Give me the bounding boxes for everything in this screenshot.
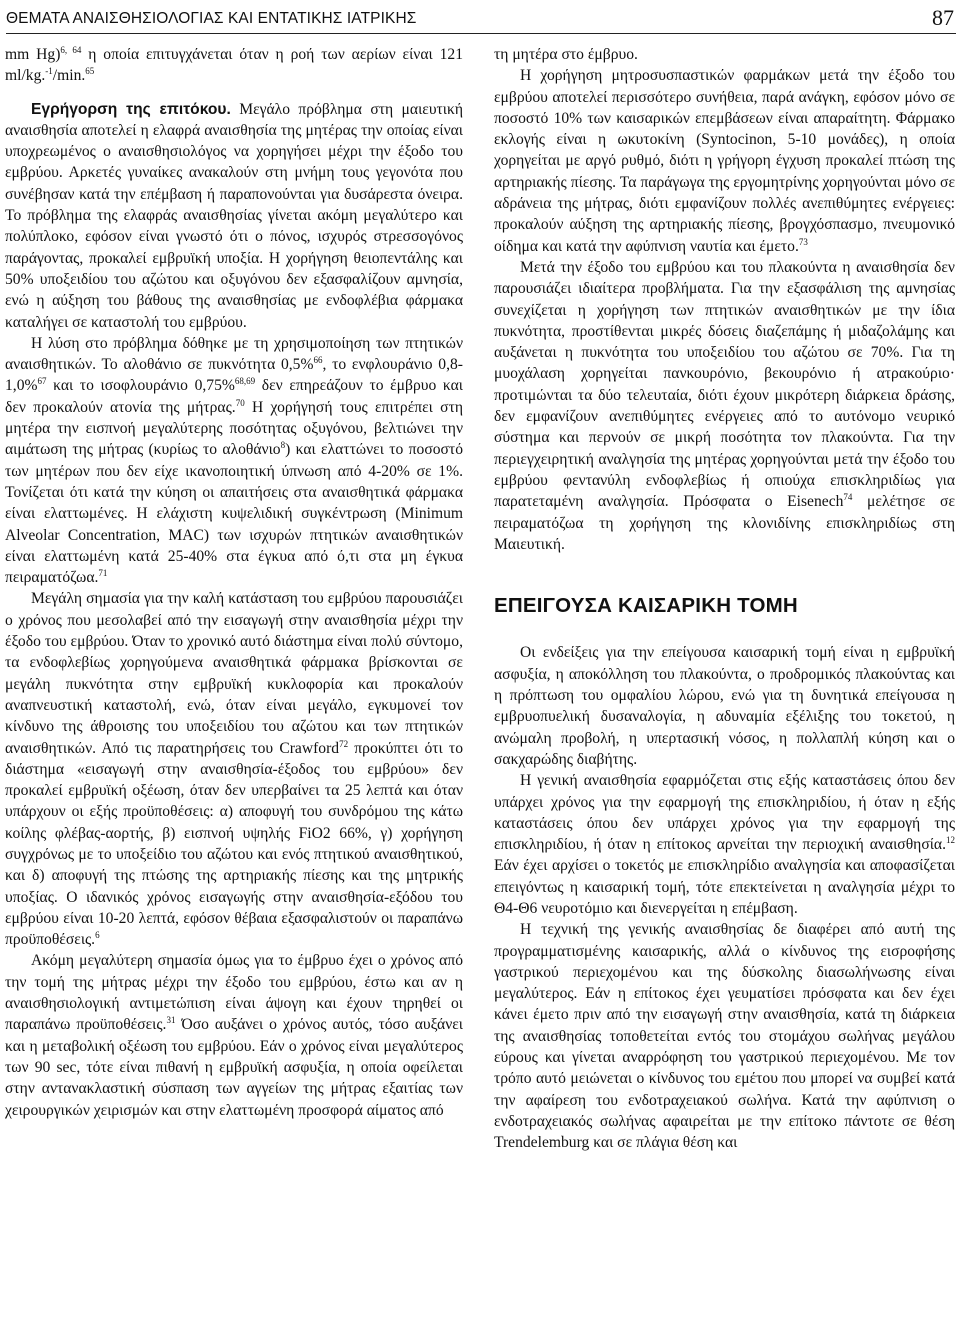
right-column — [494, 44, 955, 1154]
subheading-awareness: Εγρήγορση της επιτόκου. — [31, 100, 231, 118]
paragraph-uterotonics: Η χορήγηση μητροσυσπαστικών φαρμάκων μετά την έξοδο του εμβρύου αποτελεί περισσότερο συνήθεια, παρά ανάγκη, εφόσον μόνο σε ποσοστό 10% των καισαρικών επεμβάσεων είναι απαραίτητη. Φάρμακο εκλογής είναι η ωκυτοκίνη (Syntocinon, 5-10 μονάδες), η οποία χορηγείται με αργό ρυθμό, διότι η γρήγορη έγχυση προκαλεί πτώση της αρτηριακής πίεσης. Τα παράγωγα της εργομητρίνης χορηγούνται μόνο σε αδράνεια της μήτρας, διότι εμφανίζουν πολλές ανεπιθύμητες ενέργειες: προκαλούν αύξηση της αρτηριακής πίεσης, βρογχόσπασμο, πνευμονικό οίδημα και κατά την αφύπνιση ναυτία και έμετο.$^{73}$ — [494, 67, 955, 255]
paragraph-general-anesthesia: Η γενική αναισθησία εφαρμόζεται στις εξής καταστάσεις όπου δεν υπάρχει χρόνος για την εφαρμογή της επισκληριδίου, ή όταν η εξής καταστάσεις όπου δεν υπάρχει χρόνος για την εφαρμογή της επισκληριδίου, ή όταν η επίτοκος αρνείται την περιοχική αναισθησία.$^{12}$ Εάν έχει αρχίσει ο τοκετός με επισκληρίδιο αναλγησία και αποφασίζεται επειγόντως η καισαρική τομή, τότε επεκτείνεται η αναλγησία μέχρι το Θ4-Θ6 νευροτόμιο και διενεργείται η επέμβαση. — [494, 772, 955, 917]
page-header — [6, 6, 956, 36]
paragraph-maternal-awareness: Εγρήγορση της επιτόκου. Μεγάλο πρόβλημα στη μαιευτική αναισθησία αποτελεί η ελαφρά αναισθησία της μητέρας την οποίας είναι υποχρεωμένος ο αναισθησιολόγος να χορηγήσει μέχρι την έξοδο του εμβρύου. Αρκετές γυναίκες ανακαλούν στη μνήμη τους γεγονότα που συνέβησαν κατά την επέμβαση ή παραπονούνται για δυσάρεστα όνειρα. Το πρόβλημα της ελαφράς αναισθησίας γίνεται ακόμη μεγαλύτερο και πολύπλοκο, εφόσον είναι γνωστό ότι ο πόνος, ισχυρός στρεσσογόνος παράγοντας, προκαλεί εμβρυϊκή υποξία. Η χορήγηση θειοπεντάλης και 50% υποξειδίου του αζώτου και οξυγόνου δεν εξασφαλίζουν αμνησία, ενώ η αύξηση του βάθους της αναισθησίας με ενδοφλέβια φάρμακα καταλήγει σε καταστολή του εμβρύου. — [5, 100, 464, 331]
paragraph-technique: Η τεχνική της γενικής αναισθησίας δε διαφέρει από αυτή της προγραμματισμένης καισαρικής, αλλά ο κίνδυνος της εισροφήσης γαστρικού περιεχομένου και της δύσκολης διασωλήνωσης είναι μεγαλύτερος. Εάν η επίτοκος έχει γευματίσει πρόσφατα και δεν έχει κάνει έμετο πριν από την εισαγωγή στην αναισθησία, κατά τη διάρκεια της αναισθησίας τοποθετείται εντός του στομάχου σωλήνας μεγάλου εύρους και γίνεται αναρρόφηση του γαστρικού περιεχομένου. Με τον τρόπο αυτό μειώνεται ο κίνδυνος του εμέτου που μπορεί να συμβεί κατά την αφαίρεση του ενδοτραχειακού σωλήνα. Κατά την αφύπνιση ο ενδοτραχειακός σωλήνας αφαιρείται με την επίτοκο πάντοτε σε θέση Trendelemburg και σε πλάγια θέση και — [494, 921, 955, 1152]
paragraph-indications: Οι ενδείξεις για την επείγουσα καισαρική τομή είναι η εμβρυϊκή ασφυξία, η αποκόλληση του πλακούντα, ο προδρομικός πλακούντας και η πρόπτωση του ομφαλίου λώρου, ενώ για τη δυνητικά επείγουσα η εμβρυοπυελική δυσαναλογία, η αδυναμία εξέλιξης του τοκετού, η ανώμαλη προβολή, η υπερτασική νόσος, η πολλαπλή κύηση και ο σακχαρώδης διαβήτης. — [494, 644, 955, 768]
paragraph-continuation: mm Hg)$^{6, 64}$ η οποία επιτυγχάνεται όταν η ροή των αερίων είναι 121 ml/kg.$^{-1}$/min.$^{65}$ — [5, 44, 463, 85]
paragraph-post-delivery: Μετά την έξοδο του εμβρύου και του πλακούντα η αναισθησία δεν παρουσιάζει ιδιαίτερα προβλήματα. Για την εξασφάλιση της αμνησίας συνεχίζεται η χορήγηση των πτητικών αναισθητικών με την ίδια πυκνότητα, προστίθενται μικρές δόσεις διαζεπάμης ή μιδαζολάμης και αυξάνεται η πυκνότητα του υποξειδίου του αζώτου σε 70%. Για τη μυοχάλαση χορηγείται πανκουρόνιο, βεκουρόνιο ή ατρακούριο· προτιμώνται τα δύο τελευταία, διότι έχουν μικρότερη διάρκεια δράσης, δεν εμφανίζουν ανεπιθύμητες ενέργειες από το αυτόνομο νευρικό σύστημα και περνούν σε μικρή ποσότητα τον πλακούντα. Για την περιεγχειρητική αναλγησία της μητέρας χορηγούνται μετά την έξοδο του εμβρύου φεντανύλη ενδοφλεβίως ή οπιούχα επισκληριδίως για παρατεταμένη αναλγησία. Πρόσφατα ο Eisenech$^{74}$ μελέτησε σε πειραματόζωα τη χορήγηση της κλονιδίνης επισκληριδίως στη Μαιευτική. — [494, 258, 955, 553]
section-title: ΕΠΕΙΓΟΥΣΑ ΚΑΙΣΑΡΙΚΗ ΤΟΜΗ — [494, 594, 798, 618]
left-column — [5, 44, 463, 1121]
paragraph-induction-time: Μεγάλη σημασία για την καλή κατάσταση του εμβρύου παρουσιάζει ο χρόνος που μεσολαβεί από την εισαγωγή στην αναισθησία μέχρι την έξοδο του εμβρύου. Όταν το χρονικό αυτό διάστημα είναι πολύ σύντομο, τα ενδοφλεβίως χορηγούμενα αναισθητικά φάρμακα βρίσκονται σε μεγάλη πυκνότητα στην εμβρυϊκή κυκλοφορία και προκαλούν αναπνευστική καταστολή, ενώ, όταν είναι μεγάλο, εγκυμονεί τον κίνδυνο της άθροισης του υποξειδίου του αζώτου και των πτητικών αναισθητικών. Από τις παρατηρήσεις του Crawford$^{72}$ προκύπτει ότι το διάστημα «εισαγωγή στην αναισθησία-έξοδος του εμβρύου» δεν προκαλεί εμβρυϊκή οξέωση, όταν δεν υπερβαίνει τα 25 λεπτά και όταν υπάρχουν οι εξής προϋποθέσεις: α) αποφυγή του συνδρόμου της κάτω κοίλης φλέβας-αορτής, β) εισπνοή υψηλής FiO2 66%, γ) χορήγηση συγχρόνως με το υποξείδιο του αζώτου και ενός πτητικού αναισθητικού, και δ) αποφυγή της πτώσης της αρτηριακής πίεσης και της μητρικής υποξίας. Ο ιδανικός χρόνος εισαγωγής στην αναισθησία-εξόδου του εμβρύου είναι 10-20 λεπτά, εφόσον θέβαια εξασφαλιστούν οι παραπάνω προϋποθέσεις.$^6$ — [5, 590, 463, 949]
journal-title: ΘΕΜΑΤΑ ΑΝΑΙΣΘΗΣΙΟΛΟΓΙΑΣ ΚΑΙ ΕΝΤΑΤΙΚΗΣ ΙΑΤΡΙΚΗΣ — [6, 10, 417, 27]
paragraph-volatile-agents: Η λύση στο πρόβλημα δόθηκε με τη χρησιμοποίηση των πτητικών αναισθητικών. Το αλοθάνιο σε πυκνότητα 0,5%$^{66}$, το ενφλουράνιο 0,8-1,0%$^{67}$ και το ισοφλουράνιο 0,75%$^{68,69}$ δεν επηρεάζουν το έμβρυο και δεν προκαλούν ατονία της μήτρας.$^{70}$ Η χορήγησή τους επιτρέπει στη μητέρα την εισπνοή μεγαλύτερης ποσότητας οξυγόνου, βελτιώνει την αιμάτωση της μήτρας (κυρίως το αλοθάνιο$^8$) και ελαττώνει το ποσοστό των μητέρων που δεν είχε ικανοποιητική ύπνωση από 4-20% σε 1%. Τονίζεται ότι κατά την κύηση οι απαιτήσεις στα αναισθητικά φάρμακα είναι ελαττωμένες. Η ελάχιστη κυψελιδική συγκέντρωση (Minimum Alveolar Concentration, MAC) των ισχυρών πτητικών αναισθητικών είναι ελαττωμένη κατά 25-40% στα έγκυα από ό,τι στα μη έγκυα πειραματόζωα.$^{71}$ — [5, 334, 463, 587]
paragraph-incision-time: Ακόμη μεγαλύτερη σημασία όμως για το έμβρυο έχει ο χρόνος από την τομή της μήτρας μέχρι την έξοδο του εμβρύου, έστω και αν η αναισθησιολογική αντιμετώπιση είναι άψογη και έχουν τηρηθεί οι παραπάνω προϋποθέσεις.$^{31}$ Όσο αυξάνει ο χρόνος αυτός, τόσο αυξάνει και η μεταβολική οξέωση του εμβρύου. Εάν ο χρόνος είναι μεγαλύτερος των 90 sec, τότε είναι πιθανή η εμβρυϊκή ασφυξία, η οποία οφείλεται στην αντανακλαστική σύσπαση των αγγείων της μήτρας εξαιτίας των χειρουργικών χειρισμών και στην ελαττωμένη προσφορά αίματος από — [5, 952, 463, 1119]
paragraph-continuation-right: τη μητέρα στο έμβρυο. — [494, 46, 638, 63]
header-rule — [6, 33, 956, 34]
page-number: 87 — [932, 5, 954, 30]
